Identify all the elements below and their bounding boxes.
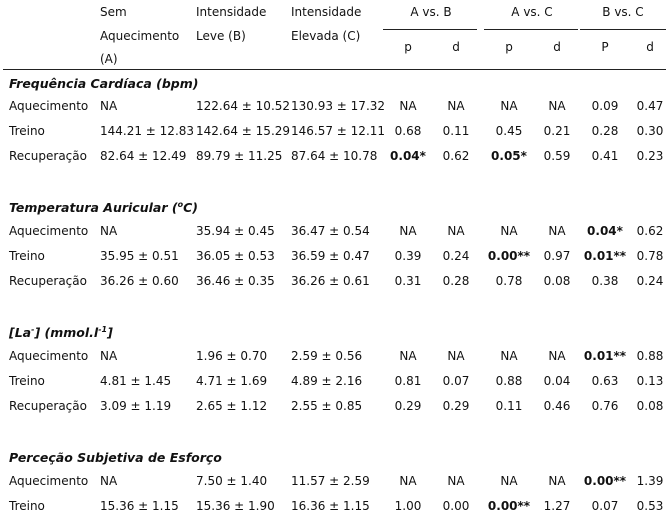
cell-b-vs-c-d: 0.53 — [636, 499, 664, 513]
cell-a-vs-c-p: 0.00** — [487, 249, 531, 263]
cell-a-vs-b-d: 0.00 — [442, 499, 470, 513]
cell-a-vs-b-d: 0.28 — [442, 274, 470, 288]
cell-a-vs-b-d: 0.62 — [442, 149, 470, 163]
cell-a-vs-b-d: NA — [447, 474, 465, 488]
cell-b-vs-c-p: 0.41 — [591, 149, 619, 163]
header-col-b-line1: Intensidade — [196, 5, 267, 19]
cell-a-vs-c-d: NA — [548, 349, 566, 363]
cell-light-intensity: 89.79 ± 11.25 — [196, 149, 283, 163]
cell-b-vs-c-p: 0.76 — [591, 399, 619, 413]
cell-a-vs-c-d: 0.08 — [543, 274, 571, 288]
cell-a-vs-b-p: 0.81 — [394, 374, 422, 388]
cell-a-vs-c-p: 0.78 — [495, 274, 523, 288]
cell-high-intensity: 87.64 ± 10.78 — [291, 149, 378, 163]
cell-a-vs-b-p: NA — [399, 349, 417, 363]
cell-b-vs-c-p: 0.01** — [583, 349, 627, 363]
cell-b-vs-c-d: 0.08 — [636, 399, 664, 413]
header-bottom-rule — [3, 69, 666, 70]
row-label: Aquecimento — [9, 474, 89, 488]
row-label: Recuperação — [9, 399, 87, 413]
section-title-part: [La — [9, 325, 32, 340]
header-col-a-line2: Aquecimento — [100, 29, 180, 43]
cell-high-intensity: 4.89 ± 2.16 — [291, 374, 363, 388]
cell-b-vs-c-d: 0.24 — [636, 274, 664, 288]
cell-a-vs-c-d: 0.21 — [543, 124, 571, 138]
cell-a-vs-b-d: NA — [447, 349, 465, 363]
cell-a-vs-c-d: 0.04 — [543, 374, 571, 388]
cell-b-vs-c-d: 0.13 — [636, 374, 664, 388]
cell-high-intensity: 36.47 ± 0.54 — [291, 224, 370, 238]
cell-a-vs-c-p: 0.00** — [487, 499, 531, 513]
header-group-a-vs-b: A vs. B — [410, 5, 452, 19]
cell-light-intensity: 7.50 ± 1.40 — [196, 474, 268, 488]
cell-a-vs-c-p: NA — [500, 474, 518, 488]
row-label: Recuperação — [9, 274, 87, 288]
cell-b-vs-c-p: 0.04* — [587, 224, 623, 238]
section-title-part: Temperatura Auricular ( — [9, 200, 178, 215]
cell-a-vs-b-p: 1.00 — [394, 499, 422, 513]
cell-a-vs-b-p: 0.39 — [394, 249, 422, 263]
cell-a-vs-c-p: 0.45 — [495, 124, 523, 138]
cell-a-vs-b-p: NA — [399, 99, 417, 113]
minus-superscript: - — [31, 324, 35, 334]
cell-high-intensity: 2.59 ± 0.56 — [291, 349, 363, 363]
cell-b-vs-c-d: 0.62 — [636, 224, 664, 238]
cell-a-vs-b-d: 0.11 — [442, 124, 470, 138]
cell-light-intensity: 142.64 ± 15.29 — [196, 124, 291, 138]
cell-a-vs-b-d: 0.29 — [442, 399, 470, 413]
row-label: Recuperação — [9, 149, 87, 163]
cell-b-vs-c-d: 1.39 — [636, 474, 664, 488]
cell-a-vs-b-p: NA — [399, 474, 417, 488]
header-col-a-line1: Sem — [100, 5, 127, 19]
cell-a-vs-c-d: NA — [548, 99, 566, 113]
header-group-a-vs-c: A vs. C — [511, 5, 553, 19]
group-rule-a-vs-b — [383, 29, 477, 30]
group-rule-b-vs-c — [580, 29, 666, 30]
cell-light-intensity: 36.46 ± 0.35 — [196, 274, 275, 288]
section-title-part: C) — [183, 200, 198, 215]
cell-a-vs-b-d: 0.24 — [442, 249, 470, 263]
cell-a-vs-c-d: 1.27 — [543, 499, 571, 513]
cell-a-vs-b-p: 0.31 — [394, 274, 422, 288]
cell-high-intensity: 2.55 ± 0.85 — [291, 399, 363, 413]
cell-no-warmup: 36.26 ± 0.60 — [100, 274, 179, 288]
cell-a-vs-c-d: NA — [548, 474, 566, 488]
cell-b-vs-c-d: 0.78 — [636, 249, 664, 263]
group-rule-a-vs-c — [484, 29, 578, 30]
row-label: Treino — [9, 124, 45, 138]
cell-a-vs-b-p: 0.04* — [390, 149, 426, 163]
cell-a-vs-c-p: NA — [500, 349, 518, 363]
cell-a-vs-c-p: 0.05* — [491, 149, 527, 163]
header-col-b-line2: Leve (B) — [196, 29, 246, 43]
sub-header-ac-d: d — [553, 40, 561, 54]
cell-a-vs-b-d: NA — [447, 99, 465, 113]
section-title-auricular-temperature — [9, 201, 198, 215]
header-col-c-line1: Intensidade — [291, 5, 362, 19]
cell-b-vs-c-d: 0.88 — [636, 349, 664, 363]
cell-high-intensity: 36.26 ± 0.61 — [291, 274, 370, 288]
cell-b-vs-c-p: 0.00** — [583, 474, 627, 488]
row-label: Aquecimento — [9, 99, 89, 113]
cell-no-warmup: 4.81 ± 1.45 — [100, 374, 172, 388]
sub-header-bc-p: P — [601, 40, 609, 54]
cell-high-intensity: 130.93 ± 17.32 — [291, 99, 386, 113]
cell-no-warmup: NA — [100, 99, 118, 113]
cell-b-vs-c-p: 0.38 — [591, 274, 619, 288]
cell-a-vs-c-d: 0.46 — [543, 399, 571, 413]
cell-no-warmup: 144.21 ± 12.83 — [100, 124, 195, 138]
row-label: Treino — [9, 499, 45, 513]
cell-high-intensity: 36.59 ± 0.47 — [291, 249, 370, 263]
cell-b-vs-c-p: 0.28 — [591, 124, 619, 138]
cell-no-warmup: 35.95 ± 0.51 — [100, 249, 179, 263]
cell-b-vs-c-d: 0.30 — [636, 124, 664, 138]
cell-a-vs-c-p: 0.88 — [495, 374, 523, 388]
cell-light-intensity: 35.94 ± 0.45 — [196, 224, 275, 238]
header-group-b-vs-c: B vs. C — [602, 5, 644, 19]
section-title-part: ] (mmol.l — [34, 325, 99, 340]
sub-header-ac-p: p — [505, 40, 513, 54]
cell-high-intensity: 16.36 ± 1.15 — [291, 499, 370, 513]
row-label: Treino — [9, 249, 45, 263]
section-title-part: ] — [107, 325, 113, 340]
cell-a-vs-b-p: 0.68 — [394, 124, 422, 138]
row-label: Aquecimento — [9, 349, 89, 363]
cell-b-vs-c-p: 0.09 — [591, 99, 619, 113]
sub-header-ab-d: d — [452, 40, 460, 54]
cell-no-warmup: 15.36 ± 1.15 — [100, 499, 179, 513]
cell-a-vs-b-d: 0.07 — [442, 374, 470, 388]
cell-no-warmup: 82.64 ± 12.49 — [100, 149, 187, 163]
section-title-perceived-exertion: Perceção Subjetiva de Esforço — [9, 450, 222, 465]
cell-b-vs-c-p: 0.07 — [591, 499, 619, 513]
cell-a-vs-c-p: 0.11 — [495, 399, 523, 413]
cell-light-intensity: 2.65 ± 1.12 — [196, 399, 268, 413]
cell-light-intensity: 1.96 ± 0.70 — [196, 349, 268, 363]
cell-no-warmup: 3.09 ± 1.19 — [100, 399, 172, 413]
header-col-c-line2: Elevada (C) — [291, 29, 361, 43]
cell-a-vs-b-p: NA — [399, 224, 417, 238]
section-title-lactate — [9, 326, 113, 340]
cell-a-vs-c-d: 0.59 — [543, 149, 571, 163]
minus-one-superscript: -1 — [98, 324, 108, 334]
sub-header-ab-p: p — [404, 40, 412, 54]
cell-a-vs-c-d: NA — [548, 224, 566, 238]
cell-a-vs-c-p: NA — [500, 99, 518, 113]
cell-no-warmup: NA — [100, 224, 118, 238]
cell-light-intensity: 36.05 ± 0.53 — [196, 249, 275, 263]
cell-high-intensity: 11.57 ± 2.59 — [291, 474, 370, 488]
cell-b-vs-c-p: 0.63 — [591, 374, 619, 388]
cell-a-vs-b-d: NA — [447, 224, 465, 238]
cell-light-intensity: 4.71 ± 1.69 — [196, 374, 268, 388]
cell-a-vs-b-p: 0.29 — [394, 399, 422, 413]
cell-a-vs-c-d: 0.97 — [543, 249, 571, 263]
cell-b-vs-c-d: 0.47 — [636, 99, 664, 113]
sub-header-bc-d: d — [646, 40, 654, 54]
cell-no-warmup: NA — [100, 349, 118, 363]
degree-superscript: o — [177, 199, 184, 209]
cell-a-vs-c-p: NA — [500, 224, 518, 238]
cell-b-vs-c-p: 0.01** — [583, 249, 627, 263]
section-title-heart-rate: Frequência Cardíaca (bpm) — [9, 76, 199, 91]
cell-high-intensity: 146.57 ± 12.11 — [291, 124, 386, 138]
row-label: Aquecimento — [9, 224, 89, 238]
cell-light-intensity: 122.64 ± 10.52 — [196, 99, 291, 113]
cell-b-vs-c-d: 0.23 — [636, 149, 664, 163]
cell-no-warmup: NA — [100, 474, 118, 488]
row-label: Treino — [9, 374, 45, 388]
cell-light-intensity: 15.36 ± 1.90 — [196, 499, 275, 513]
header-col-a-line3: (A) — [100, 52, 118, 66]
